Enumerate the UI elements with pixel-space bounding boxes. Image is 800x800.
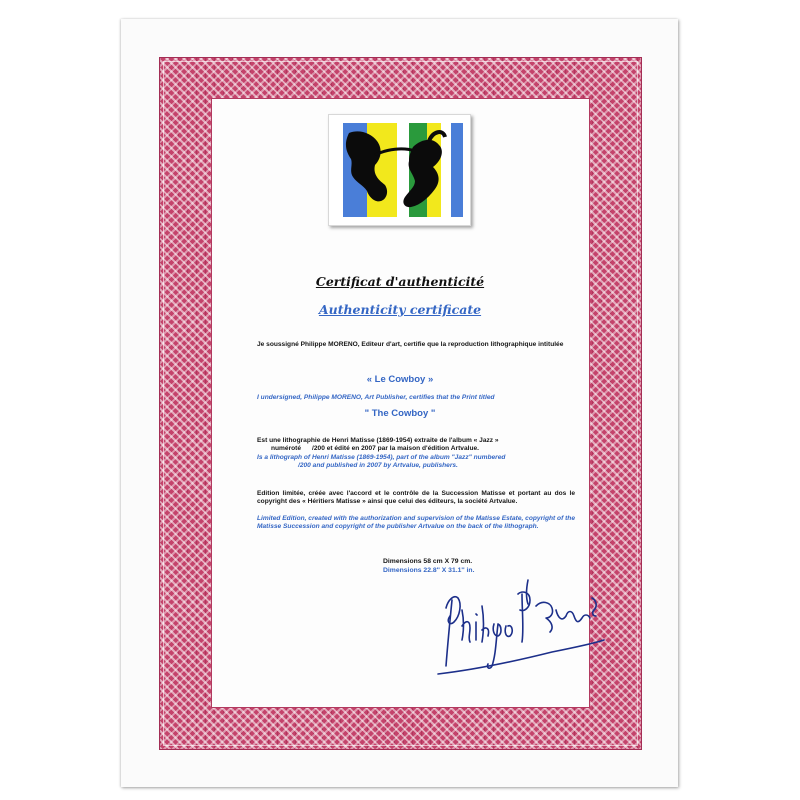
statement-french: Je soussigné Philippe MORENO, Editeur d'art, certifie que la reproduction lithographique intitulée <box>257 341 564 348</box>
title-english: Authenticity certificate <box>318 302 482 317</box>
artwork-title-french: « Le Cowboy » <box>366 374 434 385</box>
description-french-line-1: Est une lithographie de Henri Matisse (1869-1954) extraite de l'album « Jazz » <box>257 437 499 444</box>
description-french-line-2: numéroté /200 et édité en 2007 par la maison d'édition Artvalue. <box>271 445 479 452</box>
artwork-title-english: " The Cowboy " <box>364 408 436 419</box>
dimensions-cm: Dimensions 58 cm X 79 cm. <box>383 558 473 565</box>
dimensions-inches: Dimensions 22.8'' X 31.1'' in. <box>383 567 475 574</box>
description-english-line-1: Is a lithograph of Henri Matisse (1869-1954), part of the album "Jazz" numbered <box>257 454 506 461</box>
signature-icon <box>432 570 608 694</box>
artwork-thumbnail <box>328 114 471 226</box>
edition-english: Limited Edition, created with the authorization and supervision of the Matisse Estate, copyright of the Matisse Succession and copyright of the publisher Artvalue on the back of the lithograph. <box>257 515 576 530</box>
edition-french: Edition limitée, créée avec l'accord et le contrôle de la Succession Matisse et portant au dos le copyright des « Héritiers Matisse » ainsi que celui des éditeurs, la société Artvalue. <box>257 490 575 505</box>
statement-english: I undersigned, Philippe MORENO, Art Publisher, certifies that the Print titled <box>257 394 495 401</box>
description-english-line-2: /200 and published in 2007 by Artvalue, publishers. <box>298 462 458 469</box>
matisse-cowboy-icon <box>329 115 470 225</box>
title-french: Certificat d'authenticité <box>315 274 485 289</box>
